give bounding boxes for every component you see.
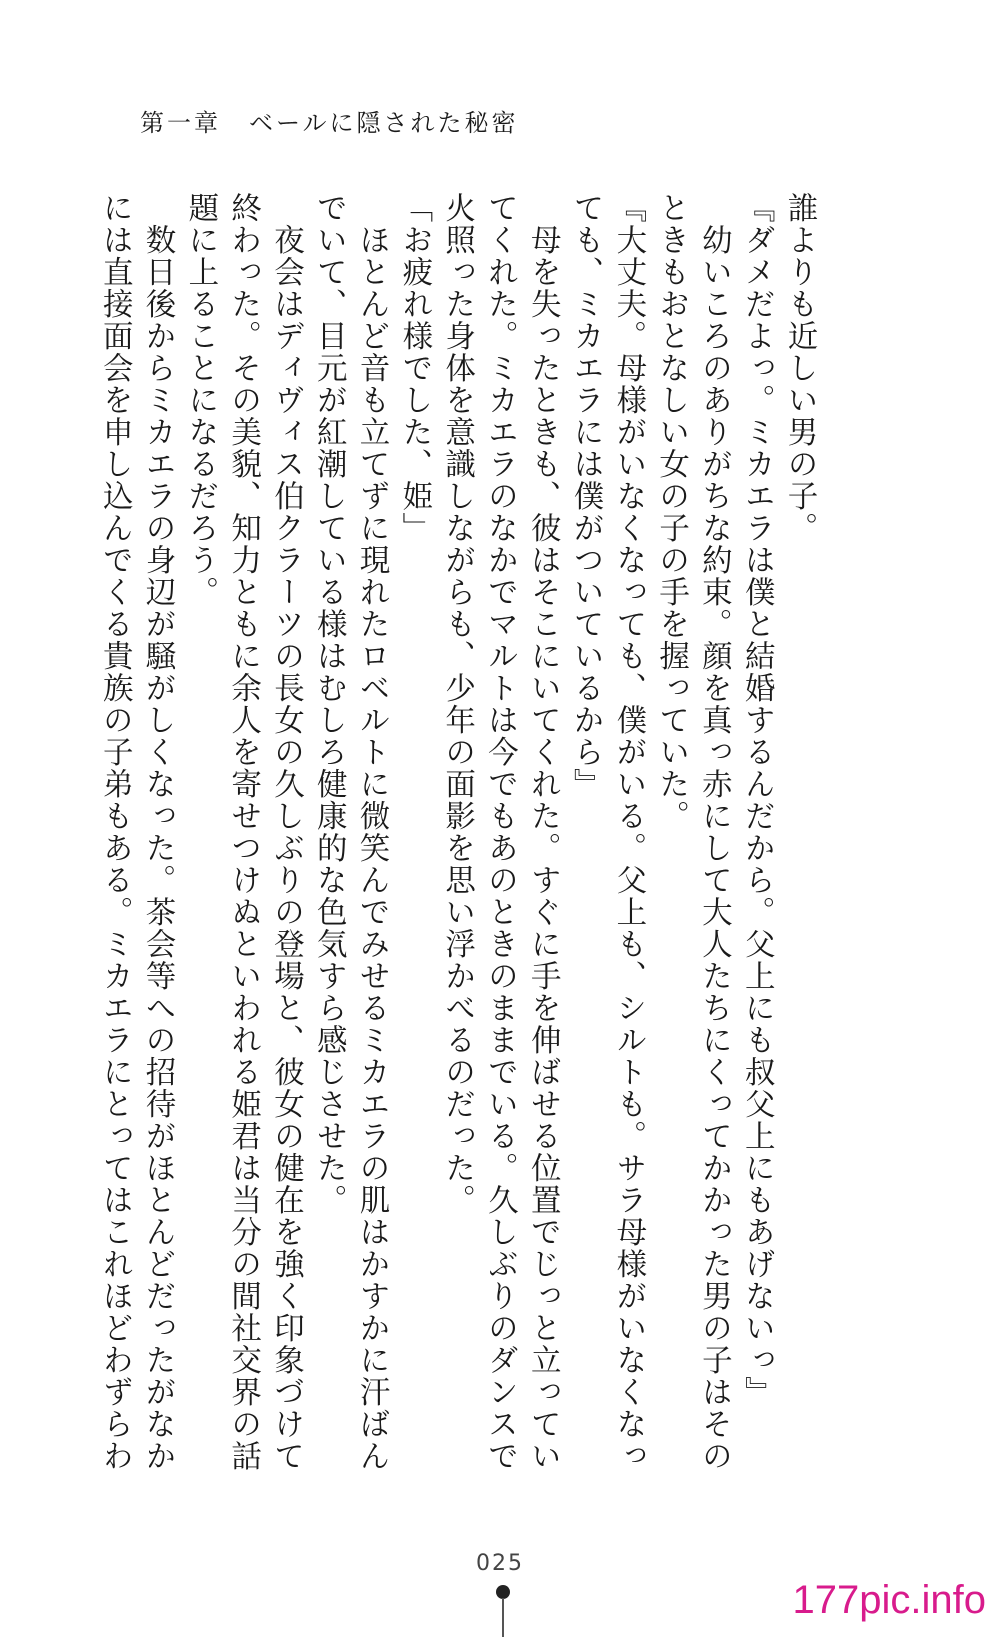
- text-line: 母を失ったときも、彼はそこにいてくれた。すぐに手を伸ばせる位置でじっと立ってい: [525, 192, 561, 1472]
- text-line: ときもおとなしい女の子の手を握っていた。: [653, 192, 689, 832]
- running-head: [140, 103, 519, 138]
- text-line: には直接面会を申し込んでくる貴族の子弟もある。ミカエラにとってはこれほどわずらわ: [97, 192, 133, 1472]
- chapter-title: ベールに隠された秘密: [249, 109, 519, 137]
- text-line: 火照った身体を意識しながらも、少年の面影を思い浮かべるのだった。: [439, 192, 475, 1216]
- text-line: ても、ミカエラには僕がついているから』: [568, 192, 604, 800]
- text-line: 数日後からミカエラの身辺が騒がしくなった。茶会等への招待がほとんどだったがなか: [140, 192, 176, 1472]
- chapter-label: 第一章: [140, 109, 221, 137]
- folio-dot-icon: [496, 1585, 510, 1599]
- text-line: 題に上ることになるだろう。: [182, 192, 218, 608]
- text-line: 「お疲れ様でした、姫」: [396, 192, 432, 544]
- text-line: 誰よりも近しい男の子。: [782, 192, 817, 544]
- text-line: てくれた。ミカエラのなかでマルトは今でもあのときのままでいる。久しぶりのダンスで: [482, 192, 518, 1472]
- text-line: でいて、目元が紅潮している様はむしろ健康的な色気すら感じさせた。: [311, 192, 347, 1216]
- text-line: 終わった。その美貌、知力ともに余人を寄せつけぬといわれる姫君は当分の間社交界の話: [225, 192, 261, 1472]
- text-line: 『ダメだよっ。ミカエラは僕と結婚するんだから。父上にも叔父上にもあげないっ』: [739, 192, 775, 1408]
- text-line: 夜会はディヴィス伯クラーツの長女の久しぶりの登場と、彼女の健在を強く印象づけて: [268, 192, 304, 1472]
- watermark: 177pic.info: [792, 1578, 986, 1622]
- page-number: 025: [476, 1551, 524, 1576]
- folio-line: [502, 1598, 504, 1637]
- body-text: [97, 192, 820, 1472]
- text-line: 『大丈夫。母様がいなくなっても、僕がいる。父上も、シルトも。サラ母様がいなくなっ: [610, 192, 646, 1472]
- text-line: 幼いころのありがちな約束。顔を真っ赤にして大人たちにくってかかった男の子はその: [696, 192, 732, 1472]
- text-line: ほとんど音も立てずに現れたロベルトに微笑んでみせるミカエラの肌はかすかに汗ばん: [354, 192, 390, 1472]
